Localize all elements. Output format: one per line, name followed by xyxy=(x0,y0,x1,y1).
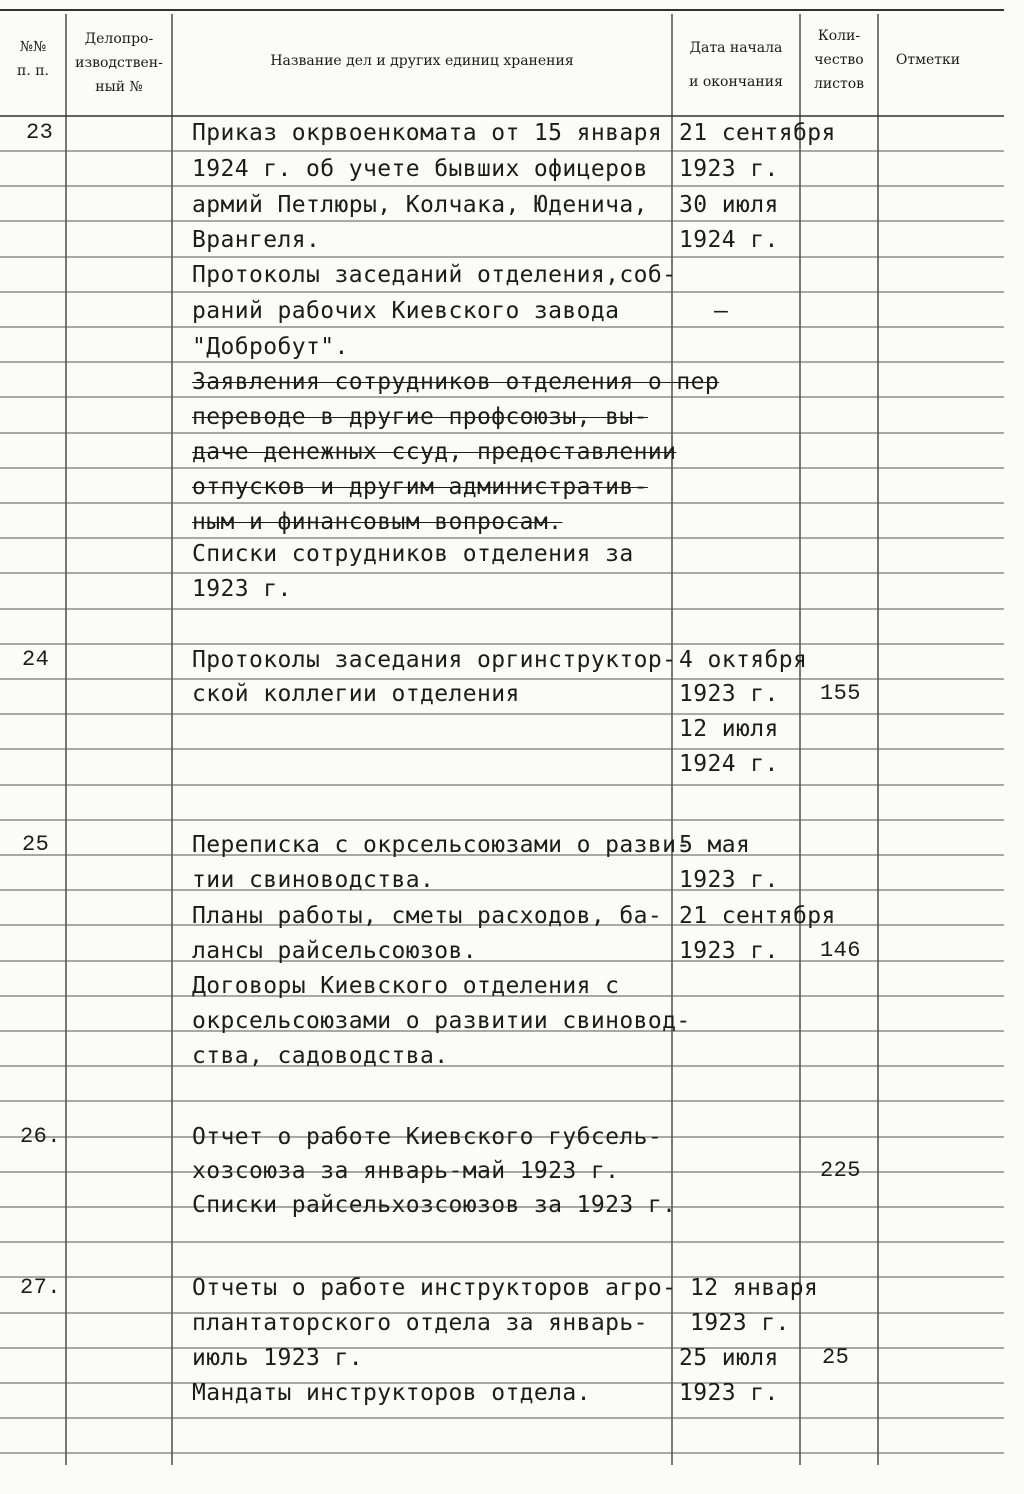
header-sheets-line: чество xyxy=(814,52,864,68)
date-line: 1923 г. xyxy=(679,1380,779,1406)
header-dates-line: Дата начала xyxy=(689,40,783,56)
title-line: хозсоюза за январь-май 1923 г. xyxy=(192,1158,620,1184)
title-line: 1924 г. об учете бывших офицеров xyxy=(192,156,648,182)
date-line: 12 января xyxy=(690,1275,819,1301)
title-line: Списки райсельхозсоюзов за 1923 г. xyxy=(192,1192,677,1218)
title-line: ства, садоводства. xyxy=(192,1043,449,1069)
title-line: Договоры Киевского отделения с xyxy=(192,973,620,999)
date-line: 25 июля xyxy=(679,1345,779,1371)
entry-number: 24 xyxy=(22,647,50,672)
title-line: Планы работы, сметы расходов, ба- xyxy=(192,903,663,929)
title-line: Протоколы заседаний отделения,соб- xyxy=(192,262,677,288)
title-line: окрсельсоюзами о развитии свиновод- xyxy=(192,1008,691,1034)
date-line: 4 октября xyxy=(679,647,808,673)
title-line: Протоколы заседания оргинструктор- xyxy=(192,647,677,673)
title-line: Мандаты инструкторов отдела. xyxy=(192,1380,591,1406)
date-line: 21 сентября xyxy=(679,903,836,929)
entry-number: 25 xyxy=(22,832,50,857)
entry-number: 23 xyxy=(26,120,54,145)
title-line: Списки сотрудников отделения за xyxy=(192,541,634,567)
date-line: 1923 г. xyxy=(690,1310,790,1336)
header-dates-line: и окончания xyxy=(689,74,783,90)
title-line: Переписка с окрсельсоюзами о разви- xyxy=(192,832,691,858)
date-line: 12 июля xyxy=(679,716,779,742)
header-col-sheets xyxy=(800,24,878,96)
date-line: 1923 г. xyxy=(679,156,779,182)
date-line: 5 мая xyxy=(679,832,751,858)
title-line: 1923 г. xyxy=(192,576,292,602)
title-line: Отчеты о работе инструкторов агро- xyxy=(192,1275,677,1301)
header-col-number xyxy=(0,35,66,83)
header-col-title: Название дел и других единиц хранения xyxy=(270,53,574,69)
header-office-line: ный № xyxy=(95,79,143,95)
title-line: "Добробут". xyxy=(192,334,349,360)
entry-number: 26. xyxy=(20,1124,61,1149)
header-office-line: Делопро- xyxy=(84,31,154,47)
title-line: Приказ окрвоенкомата от 15 января xyxy=(192,120,663,146)
date-line: 21 сентября xyxy=(679,120,836,146)
entry-number: 27. xyxy=(20,1275,61,1300)
date-line: 1923 г. xyxy=(679,938,779,964)
title-line: ской коллегии отделения xyxy=(192,681,520,707)
title-line: тии свиноводства. xyxy=(192,867,435,893)
title-line: Отчет о работе Киевского губсель- xyxy=(192,1124,663,1150)
title-line: лансы райсельсоюзов. xyxy=(192,938,477,964)
date-dash: – xyxy=(714,298,729,324)
title-line: июль 1923 г. xyxy=(192,1345,363,1371)
title-line-struck: ным и финансовым вопросам. xyxy=(192,509,563,535)
header-sheets-line: Коли- xyxy=(817,28,861,44)
date-line: 1923 г. xyxy=(679,867,779,893)
header-col-office-number xyxy=(66,27,172,99)
header-col-dates xyxy=(672,31,800,99)
title-line-struck: переводе в другие профсоюзы, вы- xyxy=(192,404,648,430)
title-line-struck: даче денежных ссуд, предоставлении xyxy=(192,439,677,465)
header-sheets-line: листов xyxy=(813,76,865,92)
sheet-count: 146 xyxy=(820,938,861,963)
title-line-struck: отпусков и другим административ- xyxy=(192,474,648,500)
title-line: плантаторского отдела за январь- xyxy=(192,1310,648,1336)
date-line: 1923 г. xyxy=(679,681,779,707)
title-line: армий Петлюры, Колчака, Юденича, xyxy=(192,192,648,218)
title-line: раний рабочих Киевского завода xyxy=(192,298,620,324)
header-number-line: №№ xyxy=(19,39,47,55)
sheet-count: 155 xyxy=(820,681,861,706)
header-number-line: п. п. xyxy=(16,63,49,79)
sheet-count: 225 xyxy=(820,1158,861,1183)
date-line: 30 июля xyxy=(679,192,779,218)
sheet-count: 25 xyxy=(822,1345,850,1370)
date-line: 1924 г. xyxy=(679,227,779,253)
title-line: Врангеля. xyxy=(192,227,321,253)
header-office-line: изводствен- xyxy=(75,55,163,71)
date-line: 1924 г. xyxy=(679,751,779,777)
header-col-notes: Отметки xyxy=(895,52,961,68)
title-line-struck: Заявления сотрудников отделения о пер xyxy=(192,369,720,395)
